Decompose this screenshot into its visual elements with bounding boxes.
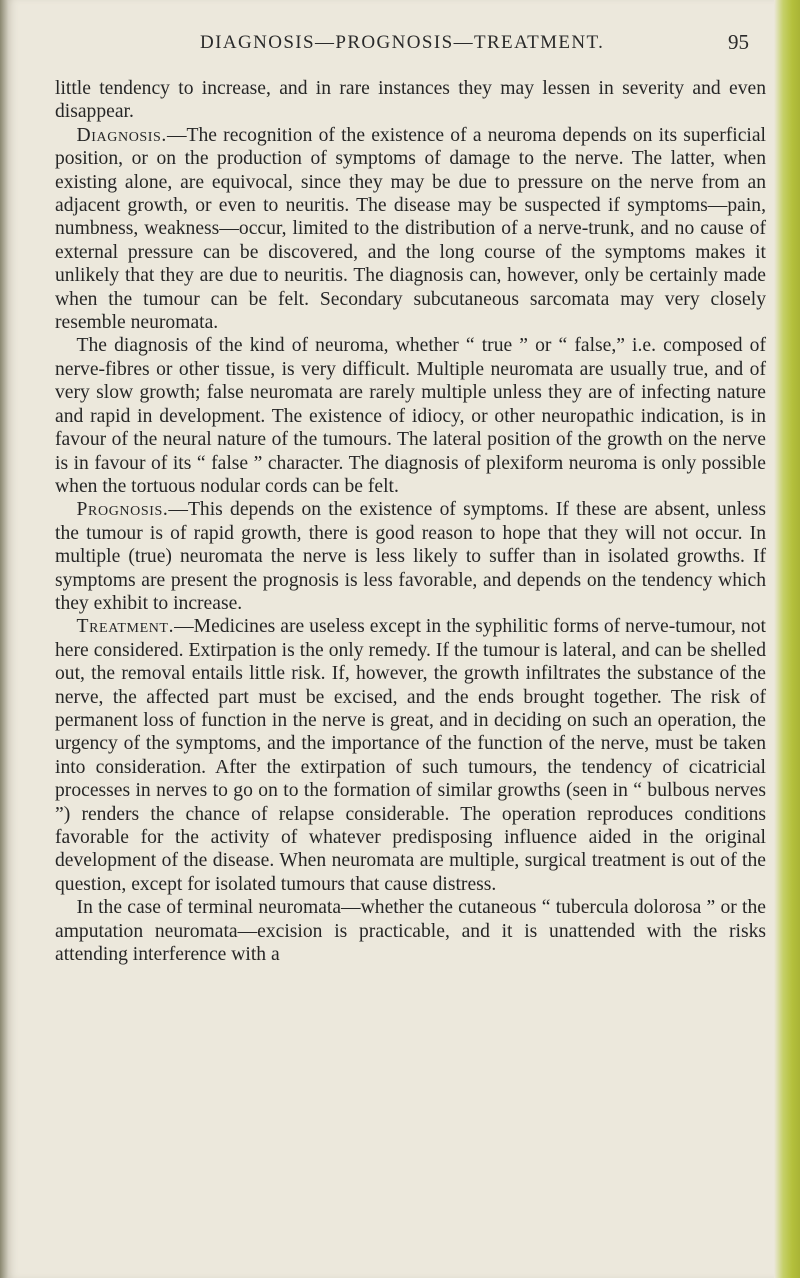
- page-header: [0, 30, 800, 60]
- paragraph-text: —This depends on the existence of symptoms. If these are absent, unless the tumour is of rapid growth, there is good reason to hope that they will not occur. In multiple (true) neuromata the nerve is less likely to suffer than in isolated growths. If symptoms are present the prognosis is less favorable, and depends on the tendency which they exhibit to increase.: [55, 499, 766, 614]
- paragraph-text: —Medicines are useless except in the syphilitic forms of nerve-tumour, not here considered. Extirpation is the only remedy. If the tumour is lateral, and can be shelled out, the removal entails little risk. If, however, the growth infiltrates the substance of the nerve, the affected part must be excised, and the ends brought together. The risk of permanent loss of function in the nerve is great, and in deciding on such an operation, the urgency of the symptoms, and the importance of the function of the nerve, must be taken into consideration. After the extirpation of such tumours, the tendency of cicatricial processes in nerves to go on to the formation of similar growths (seen in “ bulbous nerves ”) renders the chance of relapse considerable. The operation reproduces conditions favorable for the activity of whatever predisposing influence aided in the original development of the disease. When neuromata are multiple, surgical treatment is out of the question, except for isolated tumours that cause distress.: [55, 616, 766, 895]
- running-title: DIAGNOSIS—PROGNOSIS—TREATMENT.: [200, 32, 605, 53]
- paragraph-text: The diagnosis of the kind of neuroma, whether “ true ” or “ false,” i.e. composed of nerve-fibres or other tissue, is very difficult. Multiple neuromata are usually true, and of very slow growth; false neuromata are rarely multiple unless they are of infecting nature and rapid in development. The existence of idiocy, or other neuropathic indication, is in favour of the neural nature of the tumours. The lateral position of the growth on the nerve is in favour of its “ false ” character. The diagnosis of plexiform neuroma is only possible when the tortuous nodular cords can be felt.: [55, 335, 766, 497]
- paragraph-text: —The recognition of the existence of a neuroma depends on its superficial position, or on the production of symptoms of damage to the nerve. The latter, when existing alone, are equivocal, since they may be due to pressure on the nerve from an adjacent growth, or even to neuritis. The disease may be suspected if symptoms—pain, numbness, weakness—occur, limited to the distribution of a nerve-trunk, and no cause of external pressure can be discovered, and the long course of the symptoms makes it unlikely that they are due to neuritis. The diagnosis can, however, only be certainly made when the tumour can be felt. Secondary subcutaneous sarcomata may very closely resemble neuromata.: [55, 124, 766, 334]
- paragraph-kind-of-neuroma: [55, 334, 766, 498]
- paragraph-text: little tendency to increase, and in rare instances they may lessen in severity and even disappear.: [55, 78, 766, 123]
- section-heading-diagnosis: Diagnosis.: [76, 124, 167, 146]
- paragraph-diagnosis: [55, 124, 766, 335]
- page-gutter-shadow: [0, 0, 8, 1278]
- section-heading-treatment: Treatment.: [76, 616, 175, 638]
- page-number: 95: [728, 30, 749, 54]
- paragraph-terminal-neuromata: [55, 896, 766, 966]
- section-heading-prognosis: Prognosis.: [76, 499, 169, 521]
- page-edge-stain: [774, 0, 800, 1278]
- paragraph-prognosis: [55, 498, 766, 615]
- paragraph-treatment: [55, 615, 766, 896]
- body-text: [55, 77, 766, 966]
- paragraph-continuation: [55, 77, 766, 124]
- paragraph-text: In the case of terminal neuromata—whether the cutaneous “ tubercula dolorosa ” or the amputation neuromata—excision is practicable, and it is unattended with the risks attending interference with a: [55, 897, 766, 966]
